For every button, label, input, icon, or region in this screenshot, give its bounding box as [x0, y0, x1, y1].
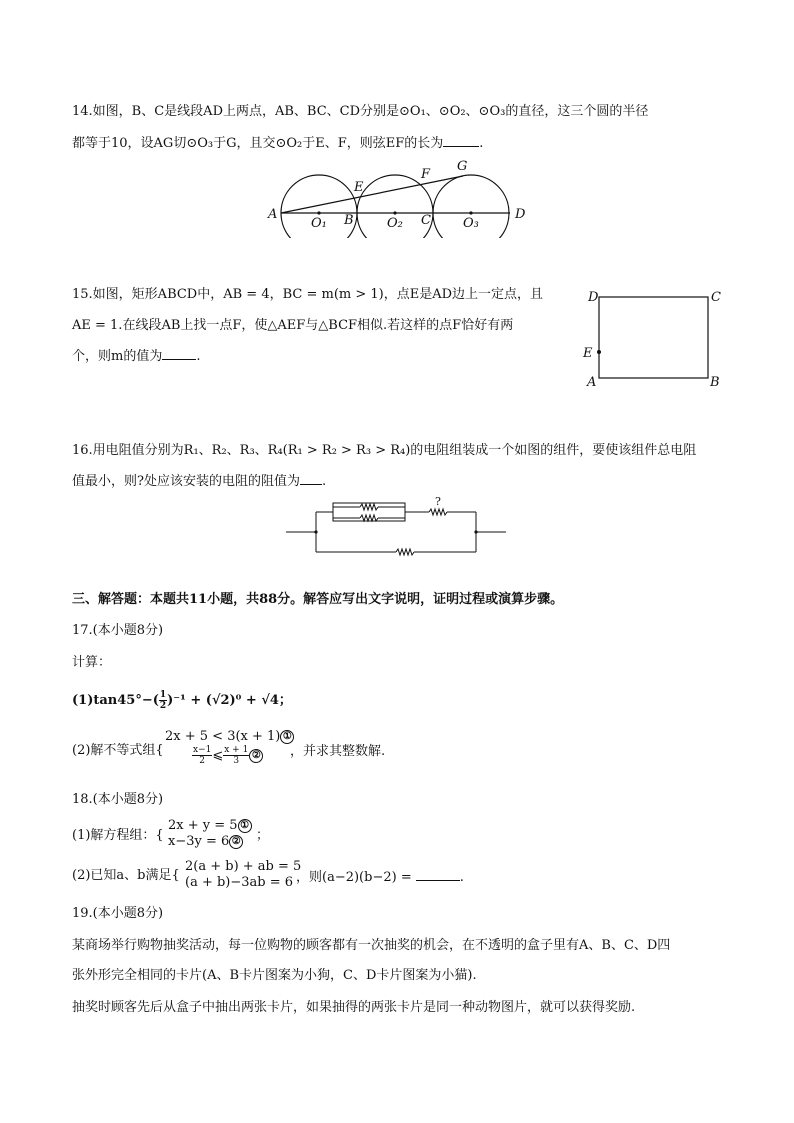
q15-rectangle-figure — [0, 283, 794, 393]
q15-line-1: 15.如图，矩形ABCD中，AB = 4，BC = m(m > 1)，点E是AD边上一定点，且 — [72, 287, 544, 302]
q18-answer-blank[interactable] — [416, 868, 460, 881]
label-o1: O₁ — [311, 216, 327, 231]
q18-part-2-label: (2)已知a、b满足{ — [72, 868, 180, 883]
q17-inequality-1 — [165, 729, 294, 744]
label-d: D — [588, 290, 599, 305]
q14-line-2-end: . — [479, 136, 484, 151]
q16-circuit-figure — [0, 494, 794, 564]
q14-line-2-text: 都等于10，设AG切⊙O₃于G，且交⊙O₂于E、F，则弦EF的长为 — [72, 136, 444, 151]
q18-p1-eq2 — [168, 834, 243, 849]
fraction-denominator: 2 — [199, 756, 206, 766]
q17-p1-fraction — [159, 690, 167, 711]
q16-line-2-end: . — [321, 474, 327, 489]
q15-line-2: AE = 1.在线段AB上找一点F，使△AEF与△BCF相似.若这样的点F恰好有两 — [72, 318, 514, 333]
fraction-numerator: 1 — [159, 690, 167, 700]
q17-p1-label: (1) — [72, 693, 94, 708]
q19-line-3: 抽奖时顾客先后从盒子中抽出两张卡片，如果抽得的两张卡片是同一种动物图片，就可以获得奖励. — [72, 1000, 636, 1015]
q16-answer-blank[interactable] — [300, 472, 322, 485]
resistor-unknown — [429, 509, 447, 515]
q18-eq1: 2x + y = 5 — [168, 818, 238, 833]
q18-p1-eq1 — [168, 818, 252, 833]
q17-inequality-2 — [192, 745, 263, 766]
label-e: E — [583, 346, 593, 361]
label-c: C — [711, 290, 721, 305]
q17-eq1: 2x + 5 < 3(x + 1) — [165, 729, 281, 744]
q18-eq1-mark: ① — [238, 819, 252, 833]
q14-line-1: 14.如图，B、C是线段AD上两点，AB、BC、CD分别是⊙O₁、⊙O₂、⊙O₃的直径，这三个圆的半径 — [72, 104, 649, 119]
q15-line-3-text: 个，则m的值为 — [72, 349, 163, 364]
resistor-top-upper — [360, 504, 378, 510]
q18-p1-tail: ； — [256, 828, 270, 843]
q17-p1-expr-a: tan45°−( — [93, 693, 159, 708]
q17-title: 17.(本小题8分) — [72, 623, 164, 638]
q14-line-2 — [72, 134, 483, 154]
q16-line-1: 16.用电阻值分别为R₁、R₂、R₃、R₄(R₁ > R₂ > R₃ > R₄)的电阻组装成一个如图的组件，要使该组件总电阻 — [72, 443, 697, 458]
q18-eq2-mark: ② — [229, 835, 243, 849]
q14-three-circles-figure — [0, 158, 794, 238]
q18-title: 18.(本小题8分) — [72, 792, 164, 807]
resistor-top-lower — [360, 515, 378, 521]
label-b: B — [710, 375, 720, 390]
resistor-bottom — [396, 549, 414, 555]
q17-eq2-frac-a — [192, 745, 212, 766]
q18-p2-end: . — [459, 870, 464, 885]
q18-p2-eq1: 2(a + b) + ab = 5 — [185, 859, 302, 874]
q17-eq1-mark: ① — [280, 730, 294, 744]
q16-line-2-text: 值最小，则?处应该安装的电阻的阻值为 — [72, 474, 300, 489]
point-e — [597, 350, 601, 354]
q18-p2-tail-text: ，则(a−2)(b−2) = — [296, 870, 412, 885]
q18-p2-tail — [296, 868, 464, 885]
label-e: E — [354, 180, 364, 195]
label-d: D — [515, 207, 526, 222]
q17-intro: 计算： — [72, 655, 112, 670]
q17-part-2-tail: ，并求其整数解. — [290, 744, 386, 759]
q19-line-1: 某商场举行购物抽奖活动，每一位购物的顾客都有一次抽奖的机会，在不透明的盒子里有A、B、C、D四 — [72, 938, 671, 953]
q17-eq2-op: ⩽ — [212, 748, 224, 763]
q17-eq2-mark: ② — [249, 749, 263, 763]
label-a: A — [268, 207, 278, 222]
q14-answer-blank[interactable] — [443, 134, 479, 147]
q18-part-1-label: (1)解方程组：{ — [72, 828, 164, 843]
label-g: G — [457, 159, 468, 174]
label-f: F — [421, 167, 431, 182]
q18-eq2: x−3y = 6 — [168, 834, 230, 849]
label-o2: O₂ — [387, 216, 403, 231]
rectangle-abcd — [599, 297, 708, 378]
q17-p1-expr-b: )⁻¹ + (√2)⁰ + √4； — [167, 693, 292, 708]
q17-eq2-frac-b — [223, 745, 249, 766]
q17-part-1 — [72, 690, 292, 711]
label-o3: O₃ — [463, 216, 479, 231]
section-3-heading: 三、解答题：本题共11小题，共88分。解答应写出文字说明，证明过程或演算步骤。 — [72, 592, 564, 607]
q18-p2-eq2: (a + b)−3ab = 6 — [185, 875, 294, 890]
q17-part-2-label: (2)解不等式组{ — [72, 743, 164, 758]
q19-line-2: 张外形完全相同的卡片(A、B卡片图案为小狗，C、D卡片图案为小猫). — [72, 968, 477, 983]
fraction-denominator: 2 — [159, 701, 167, 711]
label-b: B — [344, 213, 354, 228]
q15-line-3-end: . — [196, 349, 201, 364]
tangent-ag — [281, 176, 463, 213]
fraction-numerator: x + 1 — [224, 745, 249, 755]
label-a: A — [587, 375, 597, 390]
fraction-denominator: 3 — [233, 756, 240, 766]
fraction-numerator: x−1 — [193, 745, 212, 755]
label-c: C — [421, 213, 431, 228]
q16-line-2 — [72, 472, 326, 492]
q19-title: 19.(本小题8分) — [72, 906, 164, 921]
question-mark-label: ? — [435, 495, 441, 508]
